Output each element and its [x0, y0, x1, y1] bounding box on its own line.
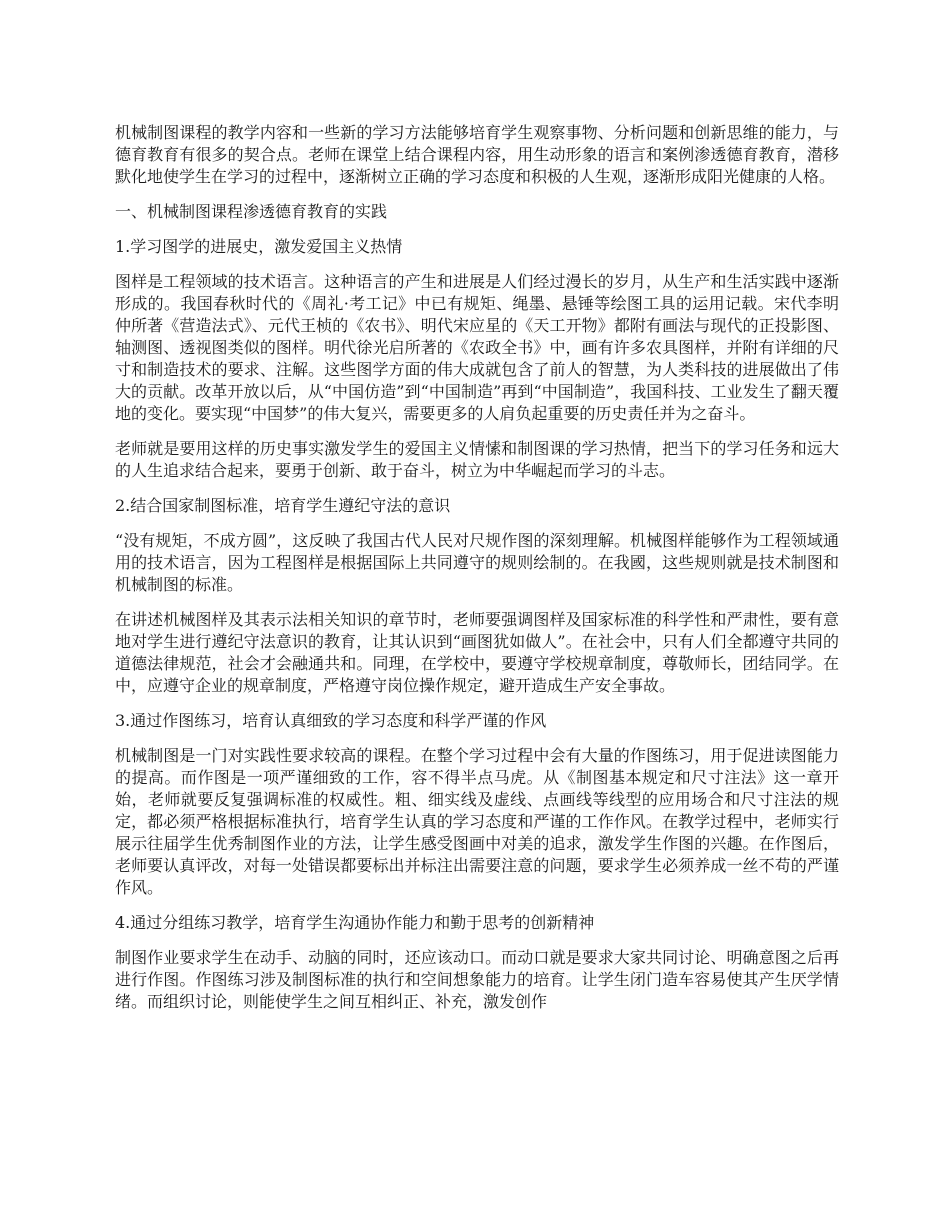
paragraph-1-2: 老师就是要用这样的历史事实激发学生的爱国主义情愫和制图课的学习热情，把当下的学习任务和远大的人生追求结合起来，要勇于创新、敢于奋斗，树立为中华崛起而学习的斗志。: [115, 439, 839, 480]
paragraph-2-1: “没有规矩，不成方圆”，这反映了我国古代人民对尺规作图的深刻理解。机械图样能够作为工程领域通用的技术语言，因为工程图样是根据国际上共同遵守的规则绘制的。在我國，这些规则就是技术制图和机械制图的标准。: [115, 531, 839, 594]
subsection-title-1: 1.学习图学的进展史，激发爱国主义热情: [115, 237, 403, 256]
paragraph-1-1: 图样是工程领域的技术语言。这种语言的产生和进展是人们经过漫长的岁月，从生产和生活实践中逐渐形成的。我国春秋时代的《周礼·考工记》中已有规矩、绳墨、悬锤等绘图工具的运用记载。宋代李明仲所著《营造法式》、元代王桢的《农书》、明代宋应星的《天工开物》都附有画法与现代的正投影图、轴测图、透视图类似的图样。明代徐光启所著的《农政全书》中，画有许多农具图样，并附有详细的尺寸和制造技术的要求、注解。这些图学方面的伟大成就包含了前人的智慧，为人类科技的进展做出了伟大的贡献。改革开放以后，从“中国仿造”到“中国制造”再到“中国制造”，我国科技、工业发生了翻天覆地的变化。要实现“中国梦”的伟大复兴，需要更多的人肩负起重要的历史责任并为之奋斗。: [115, 272, 839, 423]
paragraph-4-1: 制图作业要求学生在动手、动脑的同时，还应该动口。而动口就是要求大家共同讨论、明确意图之后再进行作图。作图练习涉及制图标准的执行和空间想象能力的培育。让学生闭门造车容易使其产生厌学情绪。而组织讨论，则能使学生之间互相纠正、补充，激发创作: [115, 948, 839, 1011]
section-title: 一、机械制图课程渗透德育教育的实践: [115, 202, 388, 221]
subsection-title-2: 2.结合国家制图标准，培育学生遵纪守法的意识: [115, 496, 451, 515]
document-body: [115, 122, 839, 1026]
paragraph-2-2: 在讲述机械图样及其表示法相关知识的章节时，老师要强调图样及国家标准的科学性和严肃性，要有意地对学生进行遵纪守法意识的教育，让其认识到“画图犹如做人”。在社会中，只有人们全都遵守共同的道德法律规范，社会才会融通共和。同理，在学校中，要遵守学校规章制度，尊敬师长，团结同学。在中，应遵守企业的规章制度，严格遵守岗位操作规定，避开造成生产安全事故。: [115, 610, 839, 695]
subsection-title-3: 3.通过作图练习，培育认真细致的学习态度和科学严谨的作风: [115, 711, 547, 730]
paragraph-3-1: 机械制图是一门对实践性要求较高的课程。在整个学习过程中会有大量的作图练习，用于促进读图能力的提高。而作图是一项严谨细致的工作，容不得半点马虎。从《制图基本规定和尺寸注法》这一章开始，老师就要反复强调标准的权威性。粗、细实线及虚线、点画线等线型的应用场合和尺寸注法的规定，都必须严格根据标准执行，培育学生认真的学习态度和严谨的工作作风。在教学过程中，老师实行展示往届学生优秀制图作业的方法，让学生感受图画中对美的追求，激发学生作图的兴趣。在作图后，老师要认真评改，对每一处错误都要标出并标注出需要注意的问题，要求学生必须养成一丝不苟的严谨作风。: [115, 746, 839, 897]
subsection-title-4: 4.通过分组练习教学，培育学生沟通协作能力和勤于思考的创新精神: [115, 913, 595, 932]
intro-paragraph: 机械制图课程的教学内容和一些新的学习方法能够培育学生观察事物、分析问题和创新思维的能力，与德育教育有很多的契合点。老师在课堂上结合课程内容，用生动形象的语言和案例渗透德育教育，潜移默化地使学生在学习的过程中，逐渐树立正确的学习态度和积极的人生观，逐渐形成阳光健康的人格。: [115, 123, 839, 186]
